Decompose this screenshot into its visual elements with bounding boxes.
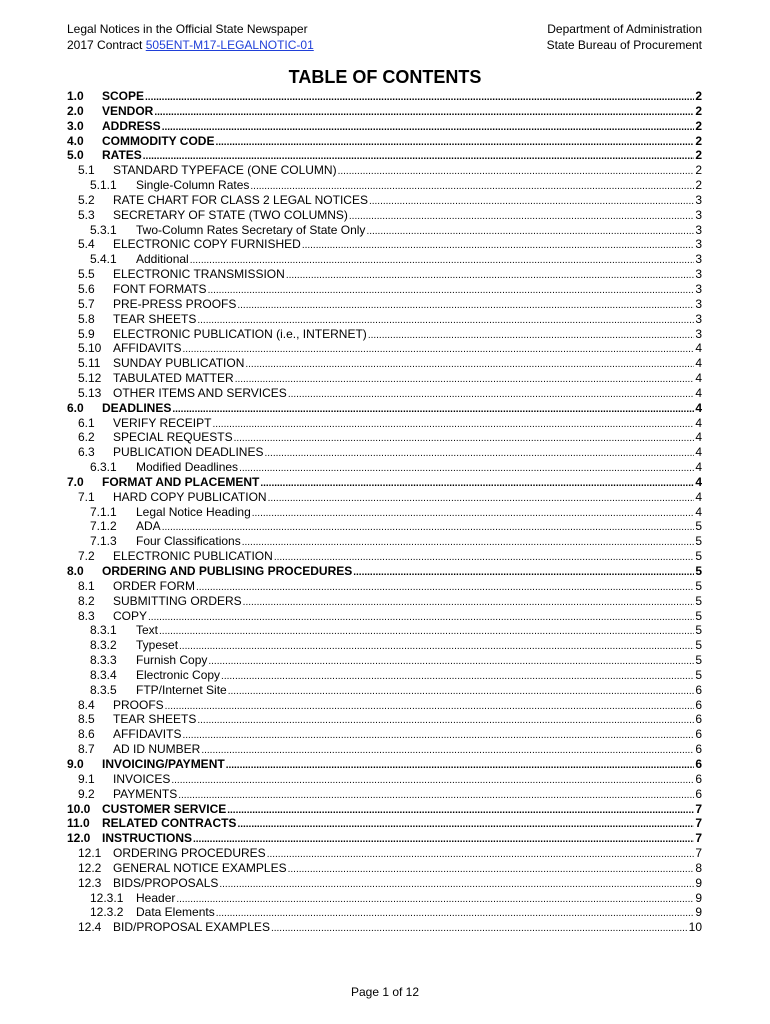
toc-entry-number: 8.3 [78,608,95,623]
toc-entry[interactable] [67,905,702,920]
toc-entry-title: COPY [113,608,148,623]
toc-dot-leader [234,432,695,447]
toc-dot-leader [226,759,695,774]
toc-entry-number: 12.0 [67,831,91,846]
toc-entry-page: 6 [695,682,702,697]
toc-entry-title: HARD COPY PUBLICATION [113,489,267,504]
toc-entry-title: STANDARD TYPEFACE (ONE COLUMN) [113,163,337,178]
toc-entry-title: Legal Notice Heading [136,504,251,519]
toc-entry-title: Header [136,890,176,905]
toc-entry[interactable] [67,831,702,846]
toc-entry-page: 2 [695,89,702,103]
toc-dot-leader [369,195,694,210]
toc-entry-number: 12.2 [78,860,102,875]
toc-entry-number: 8.0 [67,564,84,578]
toc-entry-page: 7 [695,831,702,846]
toc-entry-number: 12.4 [78,920,102,935]
toc-entry-title: Data Elements [136,905,215,920]
toc-entry-title: AD ID NUMBER [113,742,201,757]
toc-entry-page: 4 [695,489,702,504]
toc-entry[interactable] [67,519,702,534]
toc-entry-number: 8.6 [78,727,95,742]
toc-dot-leader [288,388,695,403]
toc-dot-leader [271,922,688,937]
toc-entry-page: 9 [695,890,702,905]
toc-dot-leader [243,596,695,611]
toc-entry-number: 8.3.1 [90,623,117,638]
toc-entry-page: 4 [695,445,702,460]
toc-dot-leader [237,818,694,833]
toc-dot-leader [288,863,695,878]
toc-entry[interactable] [67,356,702,371]
toc-entry-title: Furnish Copy [136,653,208,668]
toc-entry[interactable] [67,876,702,891]
toc-dot-leader [215,136,694,151]
toc-entry-title: RATES [102,148,142,163]
toc-entry-page: 6 [695,756,702,771]
toc-dot-leader [212,418,694,433]
toc-entry[interactable] [67,623,702,638]
toc-entry[interactable] [67,609,702,624]
toc-dot-leader [227,804,694,819]
toc-dot-leader [162,521,695,536]
toc-entry-number: 12.1 [78,846,102,861]
toc-dot-leader [208,284,695,299]
toc-dot-leader [302,239,695,254]
toc-entry-page: 5 [695,549,702,564]
toc-entry-page: 2 [695,103,702,118]
toc-entry-page: 6 [695,742,702,757]
toc-entry-title: ORDER FORM [113,578,195,593]
toc-dot-leader [197,714,694,729]
toc-entry-number: 9.2 [78,786,95,801]
toc-entry-number: 5.4.1 [90,252,117,267]
toc-entry-title: Text [136,623,159,638]
toc-dot-leader [182,729,694,744]
toc-entry-page: 4 [695,474,702,489]
toc-entry-number: 8.7 [78,742,95,757]
header-contract-line [67,37,314,53]
toc-entry-page: 6 [695,771,702,786]
toc-entry-title: Electronic Copy [136,667,221,682]
toc-entry-title: FONT FORMATS [113,281,207,296]
toc-entry-number: 11.0 [67,816,90,831]
toc-entry-number: 5.6 [78,281,95,296]
toc-entry[interactable] [67,505,702,520]
page-title: TABLE OF CONTENTS [288,67,482,87]
toc-entry-number: 5.3.1 [90,222,117,237]
header-left [67,21,314,53]
page-footer: Page 1 of 12 [350,985,420,999]
toc-dot-leader [286,269,695,284]
toc-entry-number: 8.3.4 [90,667,117,682]
toc-entry-number: 8.5 [78,712,95,727]
toc-entry-title: BIDS/PROPOSALS [113,875,219,890]
toc-dot-leader [366,225,694,240]
toc-entry[interactable] [67,802,702,817]
toc-entry-page: 3 [695,192,702,207]
toc-entry-title: SPECIAL REQUESTS [113,430,233,445]
toc-entry[interactable] [67,386,702,401]
toc-entry[interactable] [67,312,702,327]
toc-entry-title: TEAR SHEETS [113,311,197,326]
toc-entry-page: 5 [695,564,702,578]
toc-entry-title: Additional [136,252,189,267]
toc-entry-page: 2 [695,178,702,193]
toc-entry[interactable] [67,297,702,312]
toc-entry[interactable] [67,920,702,935]
toc-dot-leader [216,907,695,922]
toc-dot-leader [154,106,694,121]
toc-entry-number: 5.9 [78,326,95,341]
toc-dot-leader [148,611,694,626]
toc-entry-page: 3 [695,237,702,252]
toc-entry-page: 3 [695,207,702,222]
toc-dot-leader [349,210,694,225]
toc-entry-number: 5.0 [67,148,84,163]
toc-entry-page: 6 [695,697,702,712]
toc-entry-title: ELECTRONIC TRANSMISSION [113,267,285,282]
toc-entry-page: 5 [695,623,702,638]
toc-entry[interactable] [67,460,702,475]
toc-entry[interactable] [67,638,702,653]
toc-entry[interactable] [67,327,702,342]
toc-dot-leader [242,536,695,551]
toc-entry-page: 5 [695,578,702,593]
toc-dot-leader [196,581,694,596]
toc-entry[interactable] [67,712,702,727]
toc-entry-number: 5.12 [78,371,102,386]
toc-entry-page: 2 [695,148,702,163]
toc-dot-leader [221,670,694,685]
toc-entry-number: 8.3.2 [90,638,117,653]
toc-entry-page: 4 [695,356,702,371]
toc-entry-number: 7.1 [78,489,95,504]
toc-entry-page: 6 [695,712,702,727]
toc-dot-leader [245,358,694,373]
toc-entry-title: RELATED CONTRACTS [102,816,237,831]
toc-entry-title: INVOICES [113,771,171,786]
toc-entry[interactable] [67,653,702,668]
toc-entry-number: 6.3 [78,445,95,460]
toc-dot-leader [182,343,694,358]
toc-entry-number: 5.1.1 [90,178,117,193]
toc-entry[interactable] [67,816,702,831]
toc-entry-number: 7.1.2 [90,519,117,534]
toc-entry-title: Modified Deadlines [136,460,239,475]
toc-entry-title: ELECTRONIC COPY FURNISHED [113,237,301,252]
toc-entry-number: 7.1.1 [90,504,117,519]
toc-entry-title: ADDRESS [102,118,161,133]
toc-entry-number: 6.3.1 [90,460,117,475]
toc-entry-title: Four Classifications [136,534,241,549]
toc-entry[interactable] [67,416,702,431]
toc-entry[interactable] [67,341,702,356]
toc-entry-number: 5.7 [78,296,95,311]
toc-entry[interactable] [67,371,702,386]
toc-entry[interactable] [67,208,702,223]
toc-entry-number: 8.2 [78,593,95,608]
toc-entry-page: 4 [695,400,702,415]
header-right [547,21,702,53]
toc-dot-leader [252,507,695,522]
toc-entry-page: 6 [695,727,702,742]
toc-entry-title: GENERAL NOTICE EXAMPLES [113,860,287,875]
toc-entry-page: 7 [695,846,702,861]
toc-entry-title: OTHER ITEMS AND SERVICES [113,385,287,400]
toc-entry[interactable] [67,742,702,757]
toc-entry[interactable] [67,594,702,609]
toc-entry-page: 9 [695,905,702,920]
toc-entry-number: 7.0 [67,474,84,489]
header-contract-prefix: 2017 Contract [67,38,146,52]
toc-dot-leader [353,566,694,581]
toc-entry[interactable] [67,861,702,876]
toc-entry[interactable] [67,579,702,594]
toc-entry-page: 3 [695,222,702,237]
toc-entry[interactable] [67,178,702,193]
toc-dot-leader [235,373,695,388]
toc-entry[interactable] [67,891,702,906]
toc-entry-number: 5.4 [78,237,95,252]
toc-entry-title: DEADLINES [102,400,172,415]
toc-entry[interactable] [67,668,702,683]
toc-entry-page: 2 [695,163,702,178]
header-bureau: State Bureau of Procurement [546,38,702,52]
toc-entry[interactable] [67,267,702,282]
toc-entry-title: RATE CHART FOR CLASS 2 LEGAL NOTICES [113,192,368,207]
toc-entry-title: PAYMENTS [113,786,178,801]
toc-entry-title: AFFIDAVITS [113,341,182,356]
toc-entry[interactable] [67,401,702,416]
toc-entry[interactable] [67,534,702,549]
toc-entry-number: 1.0 [67,89,84,103]
toc-entry-number: 5.8 [78,311,95,326]
toc-entry-page: 4 [695,385,702,400]
toc-entry-page: 3 [695,326,702,341]
toc-entry-number: 8.4 [78,697,95,712]
toc-entry-title: INSTRUCTIONS [102,831,192,846]
toc-dot-leader [179,640,694,655]
toc-entry-title: ELECTRONIC PUBLICATION [113,549,273,564]
toc-entry[interactable] [67,430,702,445]
toc-entry-page: 6 [695,786,702,801]
toc-entry[interactable] [67,119,702,134]
toc-dot-leader [239,462,694,477]
toc-entry-page: 7 [695,816,702,831]
toc-dot-leader [193,833,694,848]
toc-entry[interactable] [67,787,702,802]
toc-entry-page: 5 [695,653,702,668]
toc-entry-number: 5.2 [78,192,95,207]
toc-entry-number: 5.3 [78,207,95,222]
toc-entry-page: 8 [695,860,702,875]
toc-entry-title: ORDERING PROCEDURES [113,846,266,861]
toc-entry[interactable] [67,727,702,742]
toc-entry[interactable] [67,564,702,579]
toc-entry-page: 5 [695,534,702,549]
toc-dot-leader [267,848,695,863]
toc-entry-page: 10 [688,920,702,935]
toc-dot-leader [208,655,694,670]
toc-dot-leader [260,477,694,492]
toc-entry-page: 3 [695,267,702,282]
toc-entry[interactable] [67,89,702,104]
toc-entry-title: PUBLICATION DEADLINES [113,445,264,460]
toc-entry-title: VERIFY RECEIPT [113,415,212,430]
toc-dot-leader [201,744,694,759]
toc-entry-number: 5.11 [78,356,101,371]
toc-entry[interactable] [67,252,702,267]
toc-entry-number: 4.0 [67,133,84,148]
toc-entry-title: SCOPE [102,89,145,103]
toc-entry[interactable] [67,104,702,119]
toc-entry-page: 3 [695,281,702,296]
toc-entry-title: INVOICING/PAYMENT [102,756,225,771]
toc-dot-leader [159,625,694,640]
toc-dot-leader [268,492,695,507]
toc-entry-page: 3 [695,311,702,326]
toc-entry-page: 4 [695,341,702,356]
toc-entry-page: 4 [695,504,702,519]
toc-entry-title: ORDERING AND PUBLISING PROCEDURES [102,564,353,578]
toc-entry[interactable] [67,193,702,208]
toc-dot-leader [162,121,695,136]
toc-entry-page: 9 [695,875,702,890]
toc-entry-number: 6.0 [67,400,84,415]
toc-dot-leader [171,774,694,789]
toc-entry-title: BID/PROPOSAL EXAMPLES [113,920,270,935]
toc-entry[interactable] [67,490,702,505]
toc-entry-title: FTP/Internet Site [136,682,227,697]
header-department: Department of Administration [547,22,702,36]
toc-entry-page: 3 [695,296,702,311]
toc-entry-number: 5.13 [78,385,102,400]
toc-entry[interactable] [67,237,702,252]
toc-entry-number: 7.2 [78,549,95,564]
toc-entry-page: 4 [695,415,702,430]
toc-entry[interactable] [67,148,702,163]
toc-entry-number: 8.3.3 [90,653,117,668]
toc-entry-number: 8.1 [78,578,95,593]
toc-entry-number: 9.1 [78,771,95,786]
toc-entry-title: CUSTOMER SERVICE [102,801,227,816]
toc-dot-leader [228,685,695,700]
toc-dot-leader [338,165,695,180]
toc-dot-leader [172,403,694,418]
toc-entry-page: 5 [695,593,702,608]
toc-entry[interactable] [67,475,702,490]
toc-entry-title: SUBMITTING ORDERS [113,593,242,608]
toc-entry-number: 6.1 [78,415,95,430]
toc-entry-number: 9.0 [67,756,84,771]
toc-entry[interactable] [67,282,702,297]
toc-entry[interactable] [67,698,702,713]
header-newspaper-title: Legal Notices in the Official State Newspaper [67,22,308,36]
toc-dot-leader [368,329,695,344]
toc-entry-number: 6.2 [78,430,95,445]
toc-entry-title: SUNDAY PUBLICATION [113,356,245,371]
toc-entry-title: SECRETARY OF STATE (TWO COLUMNS) [113,207,348,222]
toc-entry-page: 4 [695,371,702,386]
toc-dot-leader [219,878,694,893]
toc-dot-leader [264,447,694,462]
toc-entry-page: 5 [695,667,702,682]
toc-entry-page: 4 [695,460,702,475]
toc-entry-page: 2 [695,133,702,148]
toc-entry-title: PRE-PRESS PROOFS [113,296,237,311]
toc-entry-number: 12.3.2 [90,905,124,920]
toc-entry[interactable] [67,163,702,178]
toc-entry-title: TABULATED MATTER [113,371,234,386]
toc-entry-title: COMMODITY CODE [102,133,215,148]
toc-entry-number: 7.1.3 [90,534,117,549]
toc-entry-page: 5 [695,638,702,653]
toc-entry-number: 5.1 [78,163,95,178]
toc-entry[interactable] [67,223,702,238]
toc-entry[interactable] [67,134,702,149]
toc-entry-page: 5 [695,608,702,623]
toc-entry[interactable] [67,683,702,698]
toc-dot-leader [178,789,694,804]
toc-entry-title: Typeset [136,638,179,653]
toc-entry-page: 3 [695,252,702,267]
toc-entry-title: Single-Column Rates [136,178,250,193]
toc-dot-leader [237,299,694,314]
toc-entry[interactable] [67,772,702,787]
toc-entry-number: 12.3 [78,875,102,890]
toc-entry-page: 2 [695,118,702,133]
table-of-contents [67,89,702,935]
toc-entry-page: 5 [695,519,702,534]
toc-entry-title: ADA [136,519,161,534]
toc-entry-title: Two-Column Rates Secretary of State Only [136,222,366,237]
toc-entry-number: 3.0 [67,118,84,133]
toc-entry[interactable] [67,846,702,861]
toc-entry-title: TEAR SHEETS [113,712,197,727]
toc-entry-page: 7 [695,801,702,816]
toc-entry-page: 4 [695,430,702,445]
contract-link[interactable]: 505ENT-M17-LEGALNOTIC-01 [145,38,314,52]
toc-dot-leader [145,91,694,106]
toc-dot-leader [165,700,695,715]
toc-entry-title: VENDOR [102,103,154,118]
toc-entry[interactable] [67,549,702,564]
toc-entry-number: 12.3.1 [90,890,124,905]
toc-entry-title: AFFIDAVITS [113,727,182,742]
toc-entry[interactable] [67,757,702,772]
toc-entry[interactable] [67,445,702,460]
toc-entry-title: ELECTRONIC PUBLICATION (i.e., INTERNET) [113,326,367,341]
toc-entry-number: 5.5 [78,267,95,282]
toc-entry-number: 5.10 [78,341,102,356]
toc-entry-title: FORMAT AND PLACEMENT [102,474,260,489]
toc-entry-number: 10.0 [67,801,91,816]
toc-entry-title: PROOFS [113,697,164,712]
toc-entry-number: 2.0 [67,103,84,118]
toc-dot-leader [176,893,694,908]
toc-entry-number: 8.3.5 [90,682,117,697]
